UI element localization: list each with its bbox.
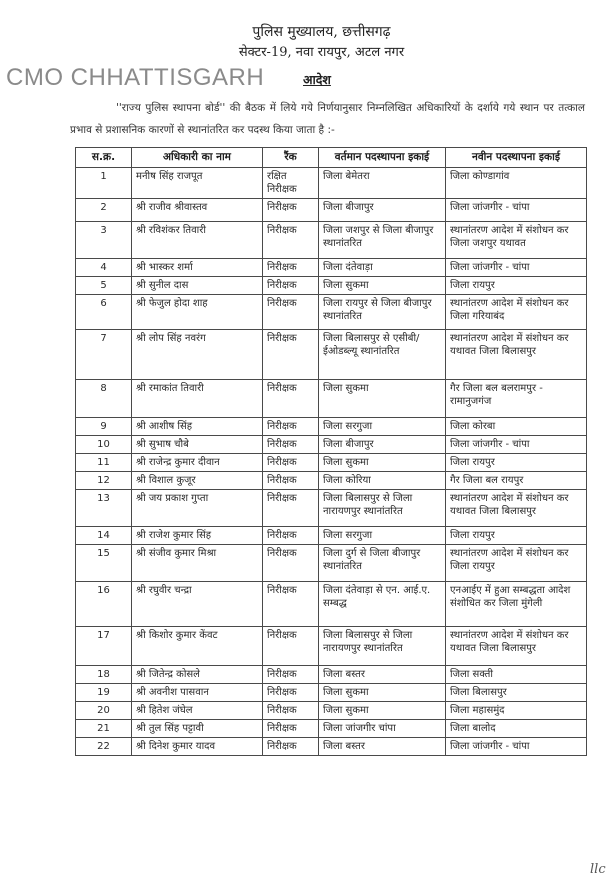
cell-current-posting: जिला जांजगीर चांपा (319, 720, 446, 738)
cell-current-posting: जिला सुकमा (319, 380, 446, 418)
cell-current-posting: जिला बेमेतरा (319, 168, 446, 199)
cell-serial: 9 (76, 418, 132, 436)
cell-officer-name: श्री सुनील दास (132, 277, 263, 295)
table-row (76, 454, 587, 472)
cell-officer-name: श्री राजीव श्रीवास्तव (132, 199, 263, 222)
table-row (76, 684, 587, 702)
cell-new-posting: गैर जिला बल रायपुर (446, 472, 587, 490)
cell-new-posting: जिला जांजगीर - चांपा (446, 199, 587, 222)
cell-rank: निरीक्षक (263, 418, 319, 436)
table-row (76, 490, 587, 527)
table-body (76, 168, 587, 756)
cell-new-posting: जिला रायपुर (446, 527, 587, 545)
cell-serial: 8 (76, 380, 132, 418)
cell-rank: निरीक्षक (263, 627, 319, 666)
cell-current-posting: जिला सुकमा (319, 454, 446, 472)
cell-serial: 12 (76, 472, 132, 490)
cell-rank: निरीक्षक (263, 277, 319, 295)
table-row (76, 666, 587, 684)
cell-new-posting: स्थानांतरण आदेश में संशोधन कर जिला गरियाबंद (446, 295, 587, 330)
table-row (76, 472, 587, 490)
cell-rank: निरीक्षक (263, 330, 319, 380)
table-header-row (76, 148, 587, 168)
col-header-new-posting: नवीन पदस्थापना इकाई (446, 148, 587, 168)
cell-new-posting: जिला सक्ती (446, 666, 587, 684)
cell-new-posting: जिला कोण्डागांव (446, 168, 587, 199)
cell-officer-name: श्री हितेश जंघेल (132, 702, 263, 720)
cell-officer-name: श्री अवनीश पासवान (132, 684, 263, 702)
cell-rank: निरीक्षक (263, 545, 319, 582)
cell-current-posting: जिला बीजापुर (319, 436, 446, 454)
cell-serial: 14 (76, 527, 132, 545)
cell-serial: 7 (76, 330, 132, 380)
cell-rank: निरीक्षक (263, 259, 319, 277)
watermark: CMO CHHATTISGARH (6, 64, 265, 91)
cell-rank: निरीक्षक (263, 454, 319, 472)
cell-serial: 20 (76, 702, 132, 720)
cell-serial: 13 (76, 490, 132, 527)
table-row (76, 702, 587, 720)
cell-rank: निरीक्षक (263, 222, 319, 259)
cell-new-posting: जिला रायपुर (446, 277, 587, 295)
cell-serial: 21 (76, 720, 132, 738)
table-row (76, 380, 587, 418)
cell-rank: निरीक्षक (263, 582, 319, 627)
cell-new-posting: जिला जांजगीर - चांपा (446, 259, 587, 277)
cell-officer-name: श्री भास्कर शर्मा (132, 259, 263, 277)
cell-new-posting: जिला जांजगीर - चांपा (446, 436, 587, 454)
table-row (76, 330, 587, 380)
cell-current-posting: जिला दुर्ग से जिला बीजापुर स्थानांतरित (319, 545, 446, 582)
cell-serial: 10 (76, 436, 132, 454)
cell-officer-name: श्री दिनेश कुमार यादव (132, 738, 263, 756)
cell-new-posting: जिला बिलासपुर (446, 684, 587, 702)
table-row (76, 527, 587, 545)
table-row (76, 295, 587, 330)
cell-new-posting: जिला कोरबा (446, 418, 587, 436)
cell-current-posting: जिला बिलासपुर से जिला नारायणपुर स्थानांतरित (319, 627, 446, 666)
intro-paragraph: ''राज्य पुलिस स्थापना बोर्ड'' की बैठक में लिये गये निर्णयानुसार निम्नलिखित अधिकारियों के दर्शाये गये स्थान पर तत्काल प्रभाव से प्रशासनिक कारणों से स्थानांतरित कर पदस्थ किया जाता है :- (70, 102, 585, 136)
cell-current-posting: जिला सरगुजा (319, 418, 446, 436)
cell-current-posting: जिला कोरिया (319, 472, 446, 490)
cell-new-posting: जिला रायपुर (446, 454, 587, 472)
cell-rank: निरीक्षक (263, 666, 319, 684)
cell-rank: निरीक्षक (263, 472, 319, 490)
cell-serial: 11 (76, 454, 132, 472)
table-row (76, 738, 587, 756)
cell-new-posting: स्थानांतरण आदेश में संशोधन कर यथावत जिला बिलासपुर (446, 330, 587, 380)
col-header-name: अधिकारी का नाम (132, 148, 263, 168)
table-row (76, 545, 587, 582)
cell-serial: 17 (76, 627, 132, 666)
table-row (76, 168, 587, 199)
header-office-name: पुलिस मुख्यालय, छत्तीसगढ़ (252, 24, 391, 40)
cell-officer-name: श्री रमाकांत तिवारी (132, 380, 263, 418)
cell-current-posting: जिला बीजापुर (319, 199, 446, 222)
cell-current-posting: जिला बस्तर (319, 738, 446, 756)
cell-new-posting: गैर जिला बल बलरामपुर - रामानुजगंज (446, 380, 587, 418)
transfer-table (75, 147, 587, 756)
cell-officer-name: श्री लोप सिंह नवरंग (132, 330, 263, 380)
cell-rank: निरीक्षक (263, 702, 319, 720)
cell-serial: 19 (76, 684, 132, 702)
cell-new-posting: जिला बालोद (446, 720, 587, 738)
cell-officer-name: श्री रघुवीर चन्द्रा (132, 582, 263, 627)
cell-officer-name: श्री किशोर कुमार केंवट (132, 627, 263, 666)
cell-current-posting: जिला दंतेवाड़ा से एन. आई.ए. सम्बद्ध (319, 582, 446, 627)
cell-rank: निरीक्षक (263, 720, 319, 738)
order-title: आदेश (303, 72, 331, 87)
table-row (76, 259, 587, 277)
table-row (76, 627, 587, 666)
initials-mark: llc (590, 862, 606, 877)
table-row (76, 582, 587, 627)
cell-rank: निरीक्षक (263, 684, 319, 702)
cell-current-posting: जिला सुकमा (319, 702, 446, 720)
cell-rank: निरीक्षक (263, 380, 319, 418)
cell-serial: 16 (76, 582, 132, 627)
cell-officer-name: श्री राजेश कुमार सिंह (132, 527, 263, 545)
cell-serial: 3 (76, 222, 132, 259)
cell-serial: 6 (76, 295, 132, 330)
cell-rank: निरीक्षक (263, 295, 319, 330)
cell-new-posting: स्थानांतरण आदेश में संशोधन कर यथावत जिला बिलासपुर (446, 627, 587, 666)
cell-new-posting: एनआईए में हुआ सम्बद्धता आदेश संशोधित कर जिला मुंगेली (446, 582, 587, 627)
cell-officer-name: श्री संजीव कुमार मिश्रा (132, 545, 263, 582)
cell-serial: 22 (76, 738, 132, 756)
cell-rank: रक्षित निरीक्षक (263, 168, 319, 199)
cell-current-posting: जिला दंतेवाड़ा (319, 259, 446, 277)
cell-serial: 1 (76, 168, 132, 199)
cell-serial: 4 (76, 259, 132, 277)
cell-current-posting: जिला सुकमा (319, 684, 446, 702)
cell-serial: 18 (76, 666, 132, 684)
col-header-serial: स.क्र. (76, 148, 132, 168)
col-header-current-posting: वर्तमान पदस्थापना इकाई (319, 148, 446, 168)
cell-officer-name: श्री आशीष सिंह (132, 418, 263, 436)
cell-rank: निरीक्षक (263, 436, 319, 454)
cell-rank: निरीक्षक (263, 527, 319, 545)
cell-officer-name: श्री जय प्रकाश गुप्ता (132, 490, 263, 527)
cell-officer-name: मनीष सिंह राजपूत (132, 168, 263, 199)
cell-current-posting: जिला सुकमा (319, 277, 446, 295)
cell-current-posting: जिला बस्तर (319, 666, 446, 684)
col-header-rank: रैंक (263, 148, 319, 168)
cell-new-posting: स्थानांतरण आदेश में संशोधन कर जिला जशपुर यथावत (446, 222, 587, 259)
cell-officer-name: श्री विशाल कुजूर (132, 472, 263, 490)
table-row (76, 222, 587, 259)
table-row (76, 418, 587, 436)
cell-current-posting: जिला रायपुर से जिला बीजापुर स्थानांतरित (319, 295, 446, 330)
cell-serial: 15 (76, 545, 132, 582)
cell-new-posting: जिला जांजगीर - चांपा (446, 738, 587, 756)
cell-officer-name: श्री सुभाष चौबे (132, 436, 263, 454)
cell-new-posting: स्थानांतरण आदेश में संशोधन कर जिला रायपुर (446, 545, 587, 582)
table-row (76, 277, 587, 295)
cell-new-posting: जिला महासमुंद (446, 702, 587, 720)
cell-officer-name: श्री रविशंकर तिवारी (132, 222, 263, 259)
cell-current-posting: जिला जशपुर से जिला बीजापुर स्थानांतरित (319, 222, 446, 259)
cell-rank: निरीक्षक (263, 738, 319, 756)
table-row (76, 720, 587, 738)
cell-officer-name: श्री फेजुल होदा शाह (132, 295, 263, 330)
cell-current-posting: जिला बिलासपुर से जिला नारायणपुर स्थानांतरित (319, 490, 446, 527)
cell-rank: निरीक्षक (263, 490, 319, 527)
cell-officer-name: श्री राजेन्द्र कुमार दीवान (132, 454, 263, 472)
cell-rank: निरीक्षक (263, 199, 319, 222)
cell-officer-name: श्री तुल सिंह पट्टावी (132, 720, 263, 738)
cell-serial: 5 (76, 277, 132, 295)
table-row (76, 199, 587, 222)
cell-current-posting: जिला बिलासपुर से एसीबी/ईओडब्ल्यू स्थानांतरित (319, 330, 446, 380)
cell-current-posting: जिला सरगुजा (319, 527, 446, 545)
table-row (76, 436, 587, 454)
cell-new-posting: स्थानांतरण आदेश में संशोधन कर यथावत जिला बिलासपुर (446, 490, 587, 527)
header-address: सेक्टर-19, नवा रायपुर, अटल नगर (238, 45, 405, 60)
cell-officer-name: श्री जितेन्द्र कोसले (132, 666, 263, 684)
cell-serial: 2 (76, 199, 132, 222)
